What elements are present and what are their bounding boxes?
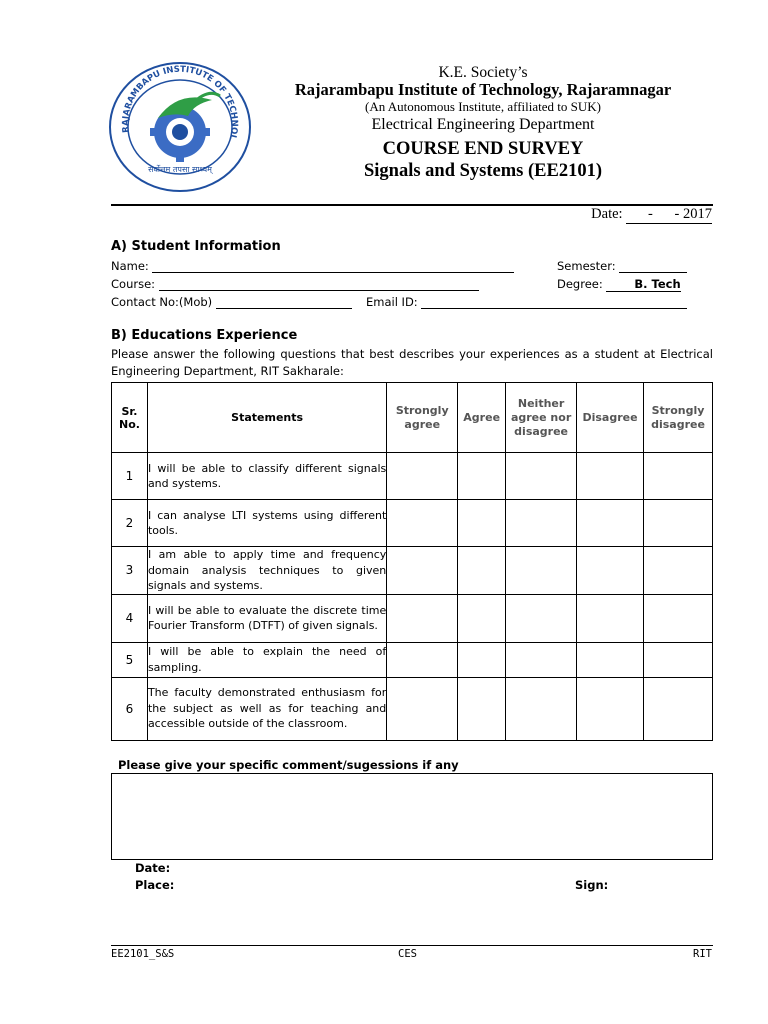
date-month-blank[interactable] — [653, 206, 675, 224]
signoff-date-label: Date: — [135, 861, 171, 875]
table-row — [112, 547, 713, 595]
department-name: Electrical Engineering Department — [371, 116, 595, 133]
row-sr: 3 — [112, 547, 148, 595]
date-year: - 2017 — [674, 206, 712, 222]
rating-cell-disagree[interactable] — [577, 547, 644, 595]
degree-field[interactable] — [557, 277, 681, 292]
rating-cell-disagree[interactable] — [577, 500, 644, 547]
section-b-intro: Please answer the following questions that best describes your experiences as a student at Electrical Engineering Department, RIT Sakharale: — [111, 347, 713, 378]
rating-cell-strongly-disagree[interactable] — [644, 453, 713, 500]
rating-cell-agree[interactable] — [458, 453, 506, 500]
row-sr: 2 — [112, 500, 148, 547]
logo-motto: सर्वोत्तम तपसा साध्यम् — [148, 165, 212, 174]
footer-institute-code: RIT — [693, 948, 712, 960]
rating-cell-agree[interactable] — [458, 642, 506, 677]
rating-cell-neutral[interactable] — [506, 453, 577, 500]
rating-cell-strongly-agree[interactable] — [387, 500, 458, 547]
date-label: Date: — [591, 206, 623, 222]
semester-label: Semester: — [557, 259, 616, 273]
contact-field[interactable] — [111, 295, 352, 309]
table-row — [112, 677, 713, 740]
email-input-line[interactable] — [421, 298, 687, 309]
table-header-row — [112, 383, 713, 453]
rating-cell-strongly-agree[interactable] — [387, 677, 458, 740]
signoff-place-label: Place: — [135, 878, 175, 892]
email-field[interactable] — [366, 295, 687, 309]
logo-ring-text: RAJARAMBAPU INSTITUTE OF TECHNOL — [120, 64, 240, 141]
header-neutral: Neither agree nor disagree — [506, 383, 577, 453]
rating-cell-neutral[interactable] — [506, 642, 577, 677]
row-sr: 1 — [112, 453, 148, 500]
footer-course-code: EE2101_S&S — [111, 948, 175, 960]
rating-cell-strongly-agree[interactable] — [387, 547, 458, 595]
rating-cell-strongly-disagree[interactable] — [644, 677, 713, 740]
row-sr: 4 — [112, 594, 148, 642]
semester-field[interactable] — [557, 259, 687, 273]
name-input-line[interactable] — [152, 262, 514, 273]
rating-cell-strongly-agree[interactable] — [387, 594, 458, 642]
rating-cell-neutral[interactable] — [506, 547, 577, 595]
rating-cell-strongly-disagree[interactable] — [644, 642, 713, 677]
table-row — [112, 594, 713, 642]
affiliation-text: (An Autonomous Institute, affiliated to SUK) — [365, 99, 601, 114]
header-disagree: Disagree — [577, 383, 644, 453]
survey-table — [111, 382, 713, 741]
date-separator: - — [647, 206, 653, 222]
contact-input-line[interactable] — [216, 298, 352, 309]
date-field[interactable] — [591, 206, 712, 224]
rating-cell-disagree[interactable] — [577, 453, 644, 500]
comments-label: Please give your specific comment/sugessions if any — [118, 758, 459, 772]
header-statements: Statements — [147, 383, 386, 453]
course-label: Course: — [111, 277, 156, 291]
rating-cell-agree[interactable] — [458, 547, 506, 595]
section-b-heading: B) Educations Experience — [111, 328, 298, 343]
form-title: COURSE END SURVEY — [382, 139, 584, 159]
table-row — [112, 500, 713, 547]
name-field[interactable] — [111, 259, 514, 273]
signoff-sign-label: Sign: — [575, 878, 609, 892]
degree-label: Degree: — [557, 277, 603, 291]
footer-divider — [111, 945, 713, 946]
rating-cell-disagree[interactable] — [577, 677, 644, 740]
course-field[interactable] — [111, 277, 479, 291]
society-name: K.E. Society’s — [438, 64, 528, 81]
footer-form-code: CES — [398, 948, 417, 960]
rating-cell-neutral[interactable] — [506, 500, 577, 547]
date-day-blank[interactable] — [626, 206, 648, 224]
row-sr: 5 — [112, 642, 148, 677]
rating-cell-strongly-agree[interactable] — [387, 453, 458, 500]
header-strongly-disagree: Strongly disagree — [644, 383, 713, 453]
rating-cell-disagree[interactable] — [577, 642, 644, 677]
row-statement: I will be able to explain the need of sampling. — [147, 642, 386, 677]
rating-cell-strongly-agree[interactable] — [387, 642, 458, 677]
row-statement: The faculty demonstrated enthusiasm for the subject as well as for teaching and accessible outside of the classroom. — [147, 677, 386, 740]
table-row — [112, 453, 713, 500]
section-a-heading: A) Student Information — [111, 239, 281, 254]
header-strongly-agree: Strongly agree — [387, 383, 458, 453]
degree-value: B. Tech — [606, 277, 680, 292]
rating-cell-disagree[interactable] — [577, 594, 644, 642]
rating-cell-neutral[interactable] — [506, 677, 577, 740]
rating-cell-strongly-disagree[interactable] — [644, 500, 713, 547]
rating-cell-neutral[interactable] — [506, 594, 577, 642]
name-label: Name: — [111, 259, 149, 273]
rating-cell-strongly-disagree[interactable] — [644, 594, 713, 642]
rating-cell-agree[interactable] — [458, 594, 506, 642]
institute-name: Rajarambapu Institute of Technology, Rajaramnagar — [294, 80, 672, 99]
row-statement: I will be able to evaluate the discrete time Fourier Transform (DTFT) of given signals. — [147, 594, 386, 642]
row-statement: I can analyse LTI systems using different tools. — [147, 500, 386, 547]
comments-box[interactable] — [111, 773, 713, 860]
row-statement: I am able to apply time and frequency domain analysis techniques to given signals and systems. — [147, 548, 387, 592]
row-sr: 6 — [112, 677, 148, 740]
rating-cell-strongly-disagree[interactable] — [644, 547, 713, 595]
semester-input-line[interactable] — [619, 262, 687, 273]
contact-label: Contact No:(Mob) — [111, 295, 213, 309]
subject-title: Signals and Systems (EE2101) — [364, 161, 602, 181]
email-label: Email ID: — [366, 295, 418, 309]
institute-logo — [108, 60, 252, 194]
rating-cell-agree[interactable] — [458, 500, 506, 547]
header-sr-no: Sr. No. — [112, 383, 148, 453]
course-input-line[interactable] — [159, 280, 479, 291]
header-agree: Agree — [458, 383, 506, 453]
table-row — [112, 642, 713, 677]
row-statement: I will be able to classify different signals and systems. — [147, 453, 386, 500]
rating-cell-agree[interactable] — [458, 677, 506, 740]
